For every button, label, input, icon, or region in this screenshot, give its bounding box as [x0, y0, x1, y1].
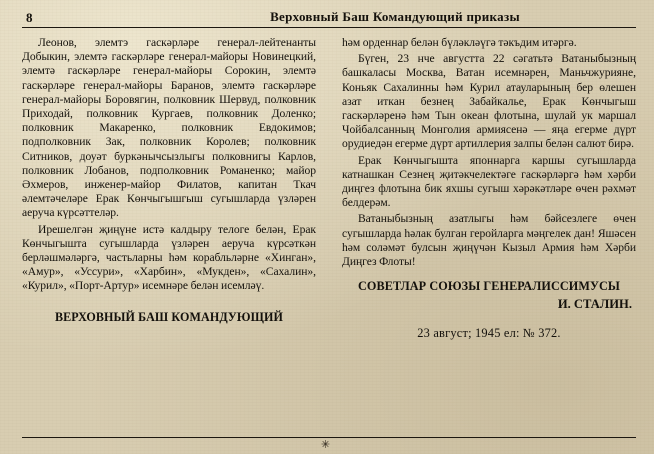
date-and-order-number: 23 август; 1945 ел: № 372. [417, 326, 561, 341]
paragraph: һәм орденнар белән бүләкләүгә тәкъдим итәргә. [342, 36, 577, 49]
header-rule [22, 27, 636, 28]
column-container [22, 36, 636, 424]
paragraph: Ватаныбызның азатлыгы һәм бәйсезлеге өчен сугышларда һәлак булган геройларга мәңгелек дан! Яшәсен һәм соләмәт булсын җиңүчән Кызыл Армия һәм Хәрби Диңгез Флоты! [342, 212, 636, 269]
signature-name: И. СТАЛИН. [557, 297, 632, 312]
left-signature: ВЕРХОВНЫЙ БАШ КОМАНДУЮЩИЙ [54, 309, 284, 324]
signature-title: СОВЕТЛАР СОЮЗЫ ГЕНЕРАЛИССИМУСЫ [358, 279, 620, 294]
left-column [22, 36, 316, 424]
paragraph: Бүген, 23 нче августта 22 сәгатьтә Ватаныбызның башкаласы Москва, Ватан исемнәрен, Маньчжурияне, Коньяк Сахалинны һәм Курил атауларының бер өлешен азат иткан безнең Забайкалье, Ерак Көнчыгыш гаскәрләренә һәм Тын океан флотына, шулай ук маршал Чойбалсанның Монголия армиясенә — яңа егерме дүрт орудиедән егерме дүрт артиллерия залпы белән салют бирә. [342, 52, 636, 151]
right-column [342, 36, 636, 424]
page-number: 8 [26, 10, 33, 25]
footer-ornament: ✳ [320, 439, 334, 451]
page-header [22, 8, 638, 28]
signature-block [342, 279, 636, 341]
paragraph: Леонов, элемтэ гаскәрләре генерал-лейтенанты Добыкин, элемтә гаскәрләре генерал-майоры Новинецкий, элемтә гаскәрләре генерал-майоры Сорокин, элемтә гаскәрләре генерал-майоры Баранов, элемтә гаскәрләре генерал-майоры Боровягин, полковник Шервуд, полковник Приходай, полковник Кургаев, полковник Доленко; полковник Макаренко, полковник Евдокимов; подполковник Зак, полковник Королев; полковник Ситников, доуәт буркәнычсызлыгы полковнигы Карлов, полковник Лобанов, подполковник Романенко; майор Әхмеров, инженер-майор Филатов, капитан Ткач әлемтәчеләре Ерак Көнчыгышгыш сугышларда үзләрен аеруча күрсәттеләр. [22, 36, 316, 220]
running-title: Верховный Баш Командующий приказы [270, 9, 520, 24]
paragraph: Ерак Көнчыгышта японнарга каршы сугышларда катнашкан Сезнең җитәкчелектәге гаскәрләргә һәм хәрби диңгез флотына бик яхшы сугыш хәрәкәтләре өчен рәхмәт белдерәм. [342, 153, 636, 210]
paragraph: Ирешелгән җиңүне истә калдыру телоге белән, Ерак Көнчыгышта сугышларда үзләрен аеруча күрсәткән берләшмәләргә, частьларны һәм корабльләрне «Хинган», «Амур», «Уссури», «Харбин», «Мукден», «Сахалин», «Курил», «Порт-Артур» исемнәре белән исемләү. [22, 222, 316, 293]
